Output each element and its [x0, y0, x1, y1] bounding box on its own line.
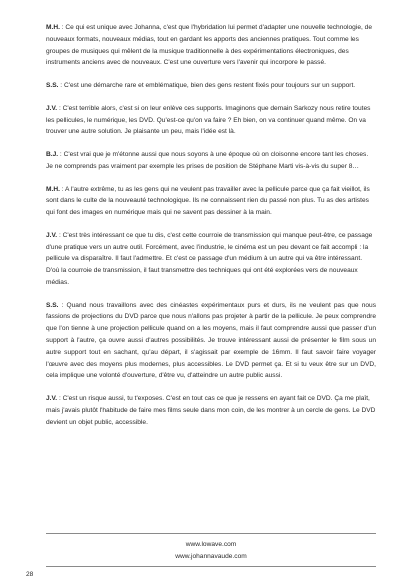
paragraph — [46, 300, 376, 383]
speaker-initials: J.V. — [46, 231, 58, 239]
paragraph — [46, 149, 376, 173]
website-links — [46, 539, 376, 563]
page-number: 28 — [26, 571, 34, 578]
paragraph-text: : C'est très intéressant ce que tu dis, c'est cette courroie de transmission qui manque peut-être, ce passage d'une pratique vers un autre outil. Forcément, avec l'industrie, le cinéma est un peu devant ce fait accompli : la pellicule va disparaître. Il faut l'admettre. Et c'est ce passage d'un médium à un autre qui va être intéressant. D'où la courroie de transmission, il faut transmettre des techniques qui ont été explorées vers de nouveaux médias. — [46, 231, 373, 286]
paragraph-text: : C'est une démarche rare et emblématique, bien des gens restent fixés pour toujours sur un support. — [58, 82, 356, 90]
paragraph — [46, 230, 376, 289]
paragraph — [46, 184, 376, 219]
interview-transcript — [46, 22, 376, 439]
paragraph-text: : C'est un risque aussi, tu t'exposes. C'est en tout cas ce que je ressens en ayant fait ce DVD. Ça me plaît, mais j'avais plutôt l'habitude de faire mes films seule dans mon coin, de les montrer à un cercle de gens. Le DVD devient un objet public, accessible. — [46, 395, 376, 426]
speaker-initials: B.J. — [46, 151, 59, 159]
paragraph — [46, 80, 376, 92]
speaker-initials: J.V. — [46, 104, 58, 112]
speaker-initials: M.H. — [46, 185, 60, 193]
links-divider-bottom — [46, 566, 376, 567]
paragraph-text: : Quand nous travaillons avec des cinéastes expérimentaux purs et durs, ils ne veulent pas que nous fassions de projections du DVD parce que nous n'allons pas projeter à partir de la pellicule. Je peux comprendre que l'on tienne à une projection pellicule quand on a les moyens, mais il faut comprendre aussi que passer d'un support à l'autre, ça ouvre aussi d'autres possibilités. Je trouve intéressant aussi de présenter le film sous un autre support tout en sachant, qu'au départ, il s'agissait par exemple de 16mm. Il faut savoir faire voyager l'œuvre avec des moyens plus modernes, plus accessibles. Le DVD permet ça. Et si tu veux être sur un DVD, cela implique une volonté d'ouverture, d'être vu, d'atteindre un autre public aussi. — [46, 301, 376, 380]
speaker-initials: S.S. — [46, 82, 59, 90]
paragraph-text: : A l'autre extrême, tu as les gens qui ne veulent pas travailler avec la pellicule parce que ça fait vieillot, ils sont dans le culte de la nouveauté technologique. Ils ne connaissent rien du passé non plus. Tu as des artistes qui font des images en numérique mais qui ne savent pas dessiner à la main. — [46, 185, 370, 217]
paragraph-text: : C'est terrible alors, c'est si on leur enlève ces supports. Imaginons que demain Sarkozy nous retire toutes les pellicules, le numérique, les DVD. Qu'est-ce qu'on va faire ? Eh bien, on va continuer quand même. On va trouver une autre solution. Je plaisante un peu, mais l'idée est là. — [46, 104, 371, 136]
paragraph — [46, 103, 376, 138]
paragraph-text: : Ce qui est unique avec Johanna, c'est que l'hybridation lui permet d'adapter une nouvelle technologie, de nouveaux formats, nouveaux médias, tout en gardant les apports des anciennes pratiques. Tout comme les groupes de musiques qui mêlent de la musique traditionnelle à des expérimentations électroniques, des instruments anciens avec de nouveaux. C'est une ouverture vers l'avenir qui incorpore le passé. — [46, 24, 372, 67]
paragraph — [46, 22, 376, 69]
paragraph-text: : C'est vrai que je m'étonne aussi que nous soyons à une époque où on cloisonne encore tant les choses. Je ne comprends pas vraiment par exemple les prises de position de Stéphane Marti vis-à-vis du super 8… — [46, 151, 369, 170]
links-divider-top — [46, 533, 376, 534]
speaker-initials: J.V. — [46, 395, 58, 403]
speaker-initials: S.S. — [46, 301, 59, 309]
paragraph — [46, 393, 376, 428]
speaker-initials: M.H. — [46, 24, 60, 31]
website-link-lowave[interactable]: www.lowave.com — [185, 541, 237, 548]
website-link-johannavaude[interactable]: www.johannavaude.com — [175, 553, 247, 560]
